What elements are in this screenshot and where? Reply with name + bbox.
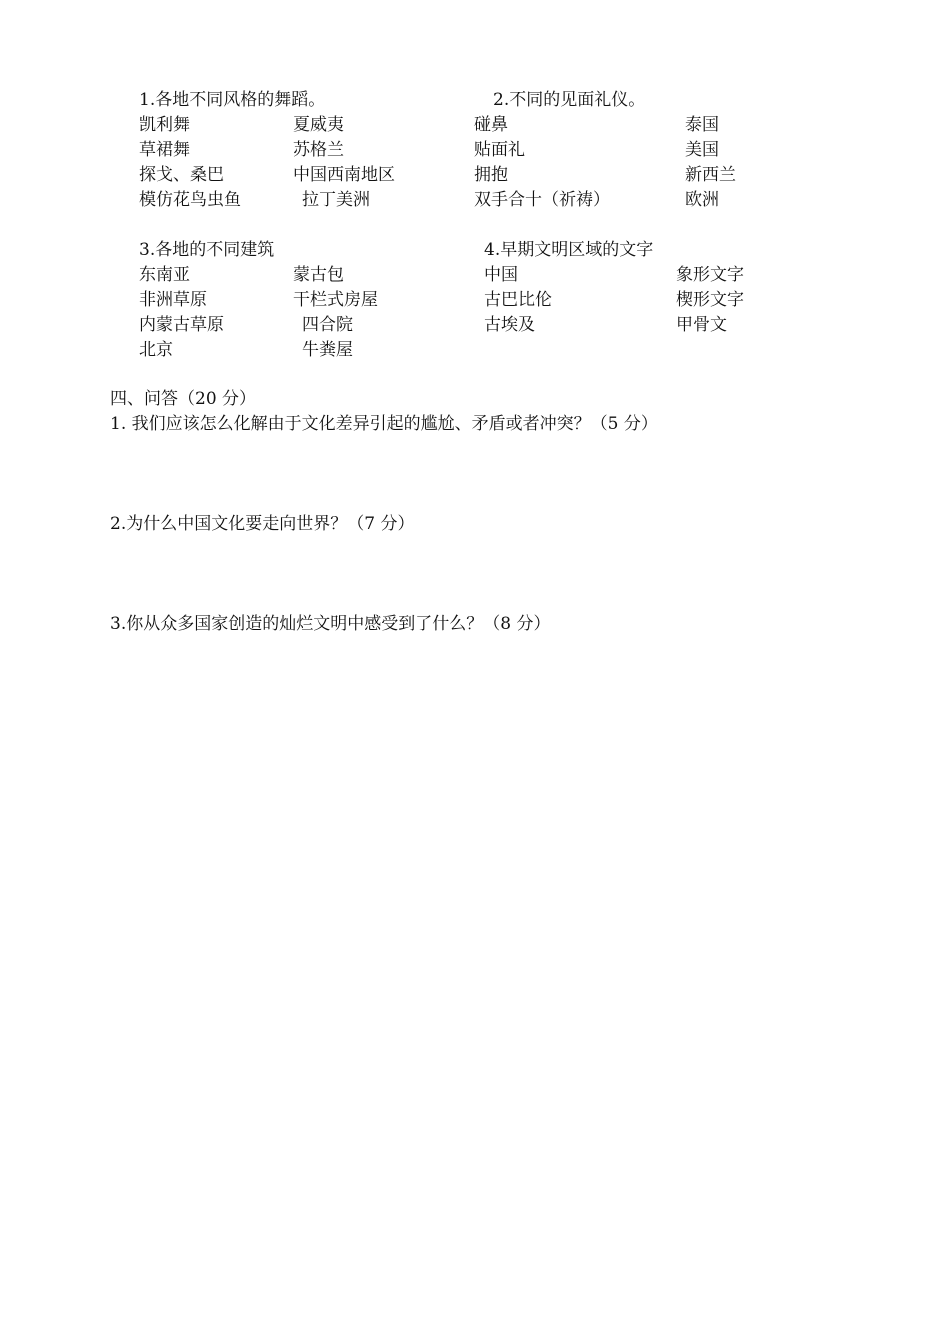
section4-title: 4.早期文明区域的文字 bbox=[484, 240, 654, 260]
section3-left-item: 内蒙古草原 bbox=[139, 315, 224, 335]
section2-right-item: 新西兰 bbox=[685, 165, 736, 185]
section1-right-item: 拉丁美洲 bbox=[302, 190, 370, 210]
section2-left-item: 双手合十（祈祷） bbox=[474, 190, 610, 210]
question-2: 2.为什么中国文化要走向世界？（7 分） bbox=[110, 514, 415, 534]
section1-right-item: 夏威夷 bbox=[293, 115, 344, 135]
section3-right-item: 干栏式房屋 bbox=[293, 290, 378, 310]
part4-heading: 四、问答（20 分） bbox=[110, 389, 257, 409]
question-3: 3.你从众多国家创造的灿烂文明中感受到了什么？（8 分） bbox=[110, 614, 551, 634]
section4-right-item: 象形文字 bbox=[676, 265, 744, 285]
section2-title: 2.不同的见面礼仪。 bbox=[493, 90, 646, 110]
section4-right-item: 楔形文字 bbox=[676, 290, 744, 310]
section2-left-item: 拥抱 bbox=[474, 165, 508, 185]
section2-left-item: 碰鼻 bbox=[474, 115, 508, 135]
section2-right-item: 欧洲 bbox=[685, 190, 719, 210]
section3-left-item: 东南亚 bbox=[139, 265, 190, 285]
section1-left-item: 探戈、桑巴 bbox=[139, 165, 224, 185]
section4-left-item: 中国 bbox=[484, 265, 518, 285]
section3-right-item: 牛粪屋 bbox=[302, 340, 353, 360]
question-1: 1. 我们应该怎么化解由于文化差异引起的尴尬、矛盾或者冲突？（5 分） bbox=[110, 414, 658, 434]
section4-right-item: 甲骨文 bbox=[676, 315, 727, 335]
section3-left-item: 非洲草原 bbox=[139, 290, 207, 310]
section2-right-item: 泰国 bbox=[685, 115, 719, 135]
section1-right-item: 苏格兰 bbox=[293, 140, 344, 160]
section1-title: 1.各地不同风格的舞蹈。 bbox=[139, 90, 326, 110]
section3-title: 3.各地的不同建筑 bbox=[139, 240, 275, 260]
section3-right-item: 四合院 bbox=[302, 315, 353, 335]
section1-left-item: 草裙舞 bbox=[139, 140, 190, 160]
section1-right-item: 中国西南地区 bbox=[293, 165, 395, 185]
section4-left-item: 古埃及 bbox=[484, 315, 535, 335]
section2-left-item: 贴面礼 bbox=[474, 140, 525, 160]
section3-right-item: 蒙古包 bbox=[293, 265, 344, 285]
section1-left-item: 模仿花鸟虫鱼 bbox=[139, 190, 241, 210]
section1-left-item: 凯利舞 bbox=[139, 115, 190, 135]
section3-left-item: 北京 bbox=[139, 340, 173, 360]
section2-right-item: 美国 bbox=[685, 140, 719, 160]
section4-left-item: 古巴比伦 bbox=[484, 290, 552, 310]
